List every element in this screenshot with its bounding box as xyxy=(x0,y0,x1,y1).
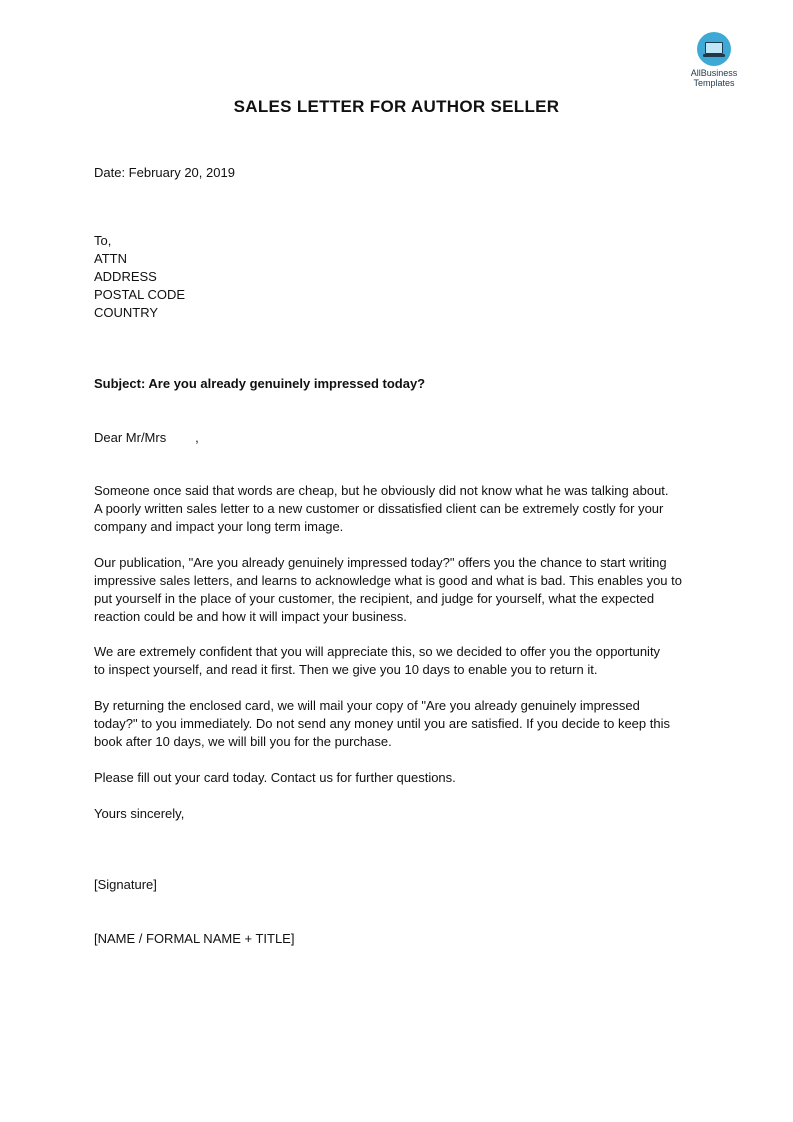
logo-text-line2: Templates xyxy=(693,78,735,88)
recipient-country: COUNTRY xyxy=(94,305,159,320)
paragraph-1-line: A poorly written sales letter to a new customer or dissatisfied client can be extremely costly for your xyxy=(94,501,664,516)
paragraph-2-line: impressive sales letters, and learns to acknowledge what is good and what is bad. This enables you to xyxy=(94,573,682,588)
laptop-icon xyxy=(697,32,731,66)
name-title-placeholder: [NAME / FORMAL NAME + TITLE] xyxy=(94,931,295,946)
paragraph-4-line: book after 10 days, we will bill you for the purchase. xyxy=(94,734,392,749)
recipient-to: To, xyxy=(94,233,112,248)
allbusiness-logo xyxy=(680,32,748,88)
logo-text-line1: AllBusiness xyxy=(690,68,738,78)
paragraph-5: Please fill out your card today. Contact us for further questions. xyxy=(94,770,456,785)
recipient-attn: ATTN xyxy=(94,251,127,266)
recipient-postal-code: POSTAL CODE xyxy=(94,287,186,302)
letter-salutation: Dear Mr/Mrs , xyxy=(94,430,199,445)
signature-placeholder: [Signature] xyxy=(94,877,157,892)
letter-date: Date: February 20, 2019 xyxy=(94,165,235,180)
paragraph-2-line: put yourself in the place of your customer, the recipient, and judge for yourself, what the expected xyxy=(94,591,655,606)
paragraph-2-line: reaction could be and how it will impact your business. xyxy=(94,609,407,624)
paragraph-1-line: company and impact your long term image. xyxy=(94,519,344,534)
document-title: SALES LETTER FOR AUTHOR SELLER xyxy=(233,97,560,116)
paragraph-3-line: We are extremely confident that you will appreciate this, so we decided to offer you the opportunity xyxy=(94,644,661,659)
paragraph-4-line: today?" to you immediately. Do not send any money until you are satisfied. If you decide to keep this xyxy=(94,716,670,731)
letter-subject: Subject: Are you already genuinely impressed today? xyxy=(94,376,426,391)
paragraph-1-line: Someone once said that words are cheap, but he obviously did not know what he was talking about. xyxy=(94,483,669,498)
paragraph-4-line: By returning the enclosed card, we will mail your copy of "Are you already genuinely impressed xyxy=(94,698,640,713)
recipient-address: ADDRESS xyxy=(94,269,157,284)
letter-closing: Yours sincerely, xyxy=(94,806,185,821)
paragraph-3-line: to inspect yourself, and read it first. Then we give you 10 days to enable you to return it. xyxy=(94,662,598,677)
paragraph-2-line: Our publication, "Are you already genuinely impressed today?" offers you the chance to start writing xyxy=(94,555,667,570)
